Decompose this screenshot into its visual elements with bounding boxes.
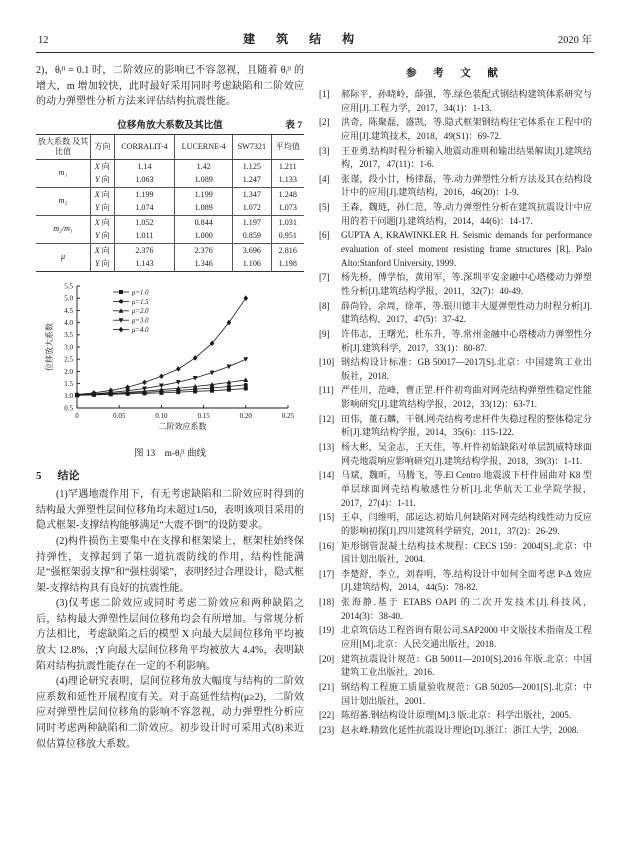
table-body	[36, 160, 304, 272]
value-cell: 1.248	[271, 188, 304, 202]
reference-item	[319, 229, 592, 270]
svg-text:3.0: 3.0	[64, 343, 73, 352]
reference-number: [1]	[319, 89, 330, 99]
svg-text:4.0: 4.0	[64, 319, 73, 328]
direction-cell: Y 向	[91, 230, 115, 244]
reference-text: 郝际平，孙晓岭，薛强，等.绿色装配式钢结构建筑体系研究与应用[J].工程力学，2017，34(1)：1-13.	[341, 89, 592, 113]
reference-number: [20]	[319, 653, 335, 664]
value-cell: 1.052	[114, 216, 175, 230]
value-cell: 2.376	[114, 244, 175, 258]
table-title: 位移角放大系数及其比值	[117, 119, 223, 131]
svg-text:5.0: 5.0	[64, 294, 73, 303]
value-cell: 1.073	[271, 202, 304, 216]
table-caption	[36, 117, 304, 131]
page-body	[36, 63, 594, 752]
table-column-header: 放大系数 及其比值	[36, 134, 91, 159]
value-cell: 2.816	[271, 244, 304, 258]
chart-tick-labels	[44, 283, 295, 432]
reference-number: [5]	[319, 202, 330, 213]
reference-number: [6]	[319, 230, 330, 241]
reference-number: [10]	[319, 357, 335, 368]
reference-number: [4]	[319, 173, 330, 184]
page-header	[36, 30, 594, 52]
svg-text:μ=1.0: μ=1.0	[132, 289, 149, 297]
reference-text: 杨先桥，傅学怡，黄用军，等.深圳平安金融中心塔楼动力弹塑性分析[J].建筑结构学报，2011，32(7)：40-49.	[341, 272, 592, 296]
reference-text: 张海静.基于 ETABS OAPI 的二次开发技术[J].科技风，2014(3)：38-40.	[341, 597, 592, 621]
value-cell: 1.133	[271, 174, 304, 188]
svg-text:μ=3.0: μ=3.0	[132, 317, 149, 325]
table-row	[36, 160, 304, 174]
value-cell: 2.376	[175, 244, 233, 258]
intro-paragraph: 2)，θᵢᴵᴵ = 0.1 时，二阶效应的影响已不容忽视，且随着 θᵢᴵᴵ 的增大，m 增加较快，此时最好采用同时考虑缺陷和二阶效应的动力弹塑性分析方法来评估结构抗震性能。	[36, 65, 304, 108]
reference-item	[319, 116, 592, 143]
reference-item	[319, 441, 592, 468]
direction-cell: X 向	[91, 160, 115, 174]
reference-item	[319, 709, 592, 723]
reference-text: 陈绍蕃.钢结构设计原理[M].3 版.北京：科学出版社，2005.	[341, 710, 572, 721]
reference-number: [16]	[319, 540, 335, 551]
reference-text: 矩形钢管混凝土结构技术规程：CECS 159：2004[S].北京：中国计划出版社，2004.	[341, 540, 592, 565]
value-cell: 1.346	[175, 258, 233, 272]
value-cell: 1.031	[271, 216, 304, 230]
page-number: 12	[38, 35, 49, 46]
value-cell: 0.844	[175, 216, 233, 230]
figure-13	[36, 280, 304, 459]
conclusion-paragraph: (2)构件损伤主要集中在支撑和框架梁上，框架柱始终保持弹性，支撑起到了第一道抗震防线的作用，结构性能满足“强框架弱支撑”和“强柱弱梁”，表明经过合理设计，隐式框架-支撑结构具有良好的抗震性能。	[36, 535, 304, 594]
reference-item	[319, 201, 592, 228]
reference-number: [11]	[319, 385, 334, 396]
references-list	[319, 88, 592, 737]
direction-cell: Y 向	[91, 174, 115, 188]
table-column-header: 方向	[91, 134, 115, 159]
row-group-label: m₂	[36, 188, 91, 216]
value-cell: 1.125	[233, 160, 271, 174]
reference-item	[319, 88, 592, 115]
value-cell: 1.347	[233, 188, 271, 202]
reference-item	[319, 469, 592, 510]
table-row	[36, 216, 304, 230]
chart-svg	[44, 280, 296, 438]
reference-number: [21]	[319, 681, 335, 692]
value-cell: 1.199	[114, 188, 175, 202]
left-column	[36, 63, 304, 752]
reference-text: 杨大彬，吴金志，王天佳，等.杆件初始缺陷对单层凯威特球面网壳地震响应影响研究[J].建筑结构学报，2018，39(3)：1-11.	[341, 442, 592, 466]
chart-series	[75, 296, 248, 398]
svg-text:μ=2.0: μ=2.0	[132, 308, 149, 316]
value-cell: 1.089	[175, 174, 233, 188]
svg-text:2.5: 2.5	[64, 355, 73, 364]
amplification-table	[36, 134, 304, 272]
table-row	[36, 244, 304, 258]
table-column-header: SW7321	[233, 134, 271, 159]
row-group-label: μ	[36, 244, 91, 272]
reference-number: [9]	[319, 328, 330, 339]
reference-number: [8]	[319, 300, 330, 311]
section-title: 结论	[57, 470, 80, 483]
reference-item	[319, 356, 592, 383]
svg-text:4.5: 4.5	[64, 306, 73, 315]
reference-text: 赵永峰.精致化延性抗震设计理论[D].浙江：浙江大学，2008.	[341, 724, 579, 735]
svg-text:2.0: 2.0	[64, 367, 73, 376]
reference-number: [18]	[319, 597, 335, 608]
reference-text: 薛尚铃，余周，徐革，等.银川德丰大厦弹塑性动力时程分析[J].建筑结构，2017，47(5)：37-42.	[341, 300, 592, 325]
svg-text:3.5: 3.5	[64, 331, 73, 340]
svg-text:5.5: 5.5	[64, 282, 73, 291]
reference-text: 钢结构工程施工质量验收规范：GB 50205—2001[S].北京：中国计划出版社，2001.	[341, 681, 592, 706]
table-column-header: CORRALIT-4	[114, 134, 175, 159]
reference-text: 洪奇，陈聚磊，盛凯，等.隐式框架钢结构住宅体系在工程中的应用[J].建筑技术，2018，49(S1)：69-72.	[341, 117, 592, 141]
reference-number: [22]	[319, 710, 335, 721]
y-axis-label: 位移放大系数	[45, 323, 54, 372]
reference-item	[319, 681, 592, 708]
value-cell: 1.199	[175, 188, 233, 202]
reference-text: 许伟志，王曙光，杜东升，等.常州金融中心塔楼动力弹塑性分析[J].建筑科学，2017，33(1)：80-87.	[341, 328, 592, 353]
reference-item	[319, 724, 592, 738]
reference-text: 北京筑信达工程咨询有限公司.SAP2000 中文版技术指南及工程应用[M].北京：人民交通出版社，2018.	[341, 625, 592, 649]
reference-item	[319, 145, 592, 172]
svg-text:μ=1.5: μ=1.5	[132, 298, 149, 306]
svg-text:0.20: 0.20	[239, 412, 252, 421]
direction-cell: Y 向	[91, 202, 115, 216]
value-cell: 1.247	[233, 174, 271, 188]
reference-number: [2]	[319, 117, 330, 128]
journal-title: 建 筑 结 构	[243, 32, 364, 46]
value-cell: 1.42	[175, 160, 233, 174]
reference-text: 张谨，段小廿，杨律磊，等.动力弹塑性分析方法及其在结构设计中的应用[J].建筑结构，2016，46(20)：1-9.	[341, 173, 592, 198]
reference-item	[319, 653, 592, 680]
svg-text:0.5: 0.5	[64, 404, 73, 413]
figure-caption: 图 13 m-θᵢᴵᴵ 曲线	[134, 449, 206, 460]
reference-text: 马斌，魏昕，马腾飞，等.El Centro 地震波下杆件屈曲对 K8 型单层球面网壳结构敏感性分析[J].北华航天工业学院学报，2017，27(4)：1-11.	[341, 470, 592, 508]
reference-number: [7]	[319, 272, 330, 283]
reference-number: [23]	[319, 724, 335, 735]
svg-text:0: 0	[75, 412, 79, 421]
table-column-header: 平均值	[271, 134, 304, 159]
reference-number: [17]	[319, 568, 335, 579]
svg-text:μ=4.0: μ=4.0	[132, 327, 149, 335]
conclusion-paragraph: (1)罕遇地震作用下，有无考虑缺陷和二阶效应时得到的结构最大弹塑性层间位移角均未超过1/50，表明该项目采用的隐式框架-支撑结构能够满足“大震不倒”的设防要求。	[36, 489, 304, 532]
reference-text: 王卓，闫维明，邵运达.初始几何缺陷对网壳结构线性动力反应的影响初探[J].四川建筑科学研究，2011，37(2)：26-29.	[341, 512, 592, 536]
conclusion-paragraph: (3)仅考虑二阶效应或同时考虑二阶效应和两种缺陷之后，结构最大弹塑性层间位移角均会有所增加。与常规分析方法相比，考虑缺陷之后的模型 X 向最大层间位移角平均被放大 12.8%，;Y 向最大层间位移角平均被放大 4.4%，表明缺陷对结构抗震性能存在一定的不利影响。	[36, 598, 304, 672]
svg-text:1.0: 1.0	[64, 392, 73, 401]
reference-item	[319, 271, 592, 298]
reference-text: 王森，魏琏，孙仁范，等.动力弹塑性分析在建筑抗震设计中应用的若干问题[J].建筑结构，2014，44(6)：14-17.	[341, 202, 592, 226]
right-column	[319, 63, 592, 752]
reference-text: 严佳川，范峰，曹正罡.杆件初弯曲对网壳结构弹塑性稳定性能影响研究[J].建筑结构学报，2012，33(12)：63-71.	[341, 385, 592, 410]
reference-item	[319, 624, 592, 651]
reference-number: [3]	[319, 145, 330, 156]
value-cell: 1.106	[233, 258, 271, 272]
value-cell: 0.859	[233, 230, 271, 244]
reference-number: [19]	[319, 625, 335, 636]
section-heading	[36, 467, 304, 483]
table-number-label: 表 7	[285, 119, 302, 131]
reference-item	[319, 540, 592, 567]
value-cell: 1.211	[271, 160, 304, 174]
reference-item	[319, 300, 592, 327]
value-cell: 0.951	[271, 230, 304, 244]
row-group-label: m₂/m₁	[36, 216, 91, 244]
direction-cell: X 向	[91, 244, 115, 258]
reference-item	[319, 568, 592, 595]
value-cell: 1.14	[114, 160, 175, 174]
table-column-header: LUCERNE-4	[175, 134, 233, 159]
reference-item	[319, 511, 592, 538]
issue-year: 2020 年	[557, 35, 592, 46]
value-cell: 1.072	[233, 202, 271, 216]
reference-text: 钢结构设计标准：GB 50017—2017[S].北京：中国建筑工业出版社，2018.	[341, 357, 592, 381]
reference-item	[319, 413, 592, 440]
direction-cell: X 向	[91, 216, 115, 230]
x-axis-label: 二阶效应系数	[158, 422, 207, 432]
references-heading: 参 考 文 献	[406, 68, 505, 79]
reference-number: [15]	[319, 512, 335, 523]
reference-number: [13]	[319, 442, 335, 453]
reference-text: GUPTA A, KRAWINKLER H. Seismic demands for performance evaluation of steel moment resisting frame structures [R]. Palo Alto:Stanford University, 1999.	[341, 230, 592, 268]
conclusion-paragraph: (4)理论研究表明，层间位移角放大幅度与结构的二阶效应系数和延性开展程度有关。对于高延性结构(μ≥2)，二阶效应对弹塑性层间位移角的影响不容忽视，动力弹塑性分析应同时考虑两种缺陷和二阶效应。初步设计时可采用式(8)来近似估算位移放大系数。	[36, 676, 304, 750]
value-cell: 1.011	[114, 230, 175, 244]
header-rule	[36, 52, 594, 53]
value-cell: 1.063	[114, 174, 175, 188]
svg-text:0.05: 0.05	[113, 412, 126, 421]
direction-cell: Y 向	[91, 258, 115, 272]
reference-number: [14]	[319, 470, 335, 481]
value-cell: 1.197	[233, 216, 271, 230]
direction-cell: X 向	[91, 188, 115, 202]
chart-axes	[77, 286, 288, 408]
value-cell: 1.143	[114, 258, 175, 272]
value-cell: 3.696	[233, 244, 271, 258]
table-row	[36, 188, 304, 202]
reference-number: [12]	[319, 413, 335, 424]
value-cell: 1.198	[271, 258, 304, 272]
section-number: 5	[36, 470, 42, 483]
conclusion-paragraphs	[36, 487, 304, 752]
reference-text: 建筑抗震设计规范：GB 50011—2010[S].2016 年版.北京：中国建筑工业出版社，2016.	[341, 653, 592, 678]
reference-text: 田伟，董石麟，干钢.网壳结构考虑杆件失稳过程的整体稳定分析[J].建筑结构学报，2014，35(6)：115-122.	[341, 413, 592, 438]
table-header-row	[36, 134, 304, 159]
reference-text: 王亚勇.结构时程分析输入地震动准则和输出结果解读[J].建筑结构，2017，47(11)：1-6.	[341, 145, 592, 170]
svg-text:0.25: 0.25	[281, 412, 295, 421]
reference-text: 李楚舒，李立，刘春明，等.结构设计中如何全面考虑 P-Δ 效应[J].建筑结构，2014，44(5)：78-82.	[341, 568, 592, 593]
value-cell: 1.000	[175, 230, 233, 244]
line-chart	[44, 280, 296, 443]
row-group-label: m₁	[36, 160, 91, 188]
value-cell: 1.074	[114, 202, 175, 216]
svg-text:0.15: 0.15	[197, 412, 210, 421]
reference-item	[319, 596, 592, 623]
reference-item	[319, 384, 592, 411]
svg-text:0.10: 0.10	[155, 412, 168, 421]
reference-item	[319, 173, 592, 200]
value-cell: 1.089	[175, 202, 233, 216]
svg-text:1.5: 1.5	[64, 380, 73, 389]
chart-legend	[113, 290, 149, 335]
reference-item	[319, 328, 592, 355]
